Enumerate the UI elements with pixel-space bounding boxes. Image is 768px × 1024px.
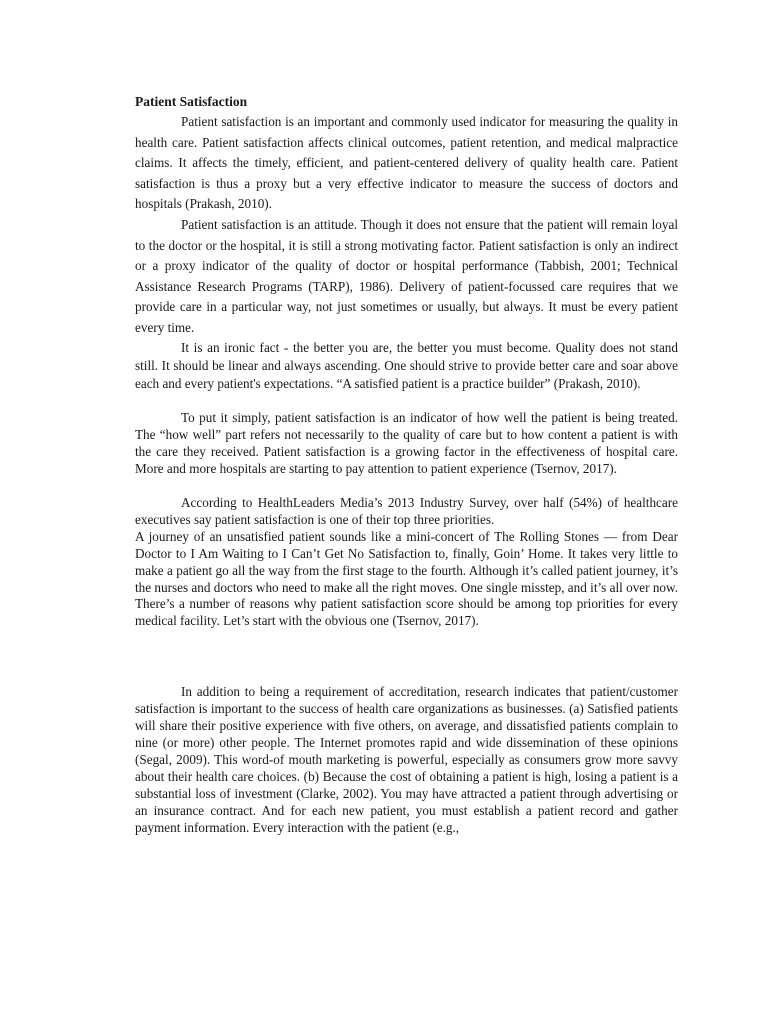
paragraph: Patient satisfaction is an attitude. Though it does not ensure that the patient will remain loyal to the doctor or the hospital, it is still a strong motivating factor. Patient satisfaction is only an indirect or a proxy indicator of the quality of doctor or hospital performance (Tabbish, 2001; Technical Assistance Research Programs (TARP), 1986). Delivery of patient-focussed care requires that we provide care in a particular way, not just sometimes or usually, but always. It must be every patient every time. (135, 216, 678, 335)
paragraph: Patient satisfaction is an important and commonly used indicator for measuring the quality in health care. Patient satisfaction affects clinical outcomes, patient retention, and medical malpractice claims. It affects the timely, efficient, and patient-centered delivery of quality health care. Patient satisfaction is thus a proxy but a very effective indicator to measure the success of doctors and hospitals (Prakash, 2010). (135, 114, 678, 212)
paragraph: To put it simply, patient satisfaction is an indicator of how well the patient is being treated. The “how well” part refers not necessarily to the quality of care but to how content a patient is with the care they received. Patient satisfaction is a growing factor in the effectiveness of hospital care. More and more hospitals are starting to pay attention to patient experience (Tsernov, 2017). (135, 410, 678, 477)
paragraph-spacer (135, 630, 678, 684)
paragraph-spacer (135, 478, 678, 495)
paragraph: It is an ironic fact - the better you are, the better you must become. Quality does not stand still. It should be linear and always ascending. One should strive to provide better care and soar above each and every patient's expectations. “A satisfied patient is a practice builder” (Prakash, 2010). (135, 339, 678, 392)
document-page (135, 92, 678, 836)
paragraph: In addition to being a requirement of accreditation, research indicates that patient/customer satisfaction is important to the success of health care organizations as businesses. (a) Satisfied patients will share their positive experience with five others, on average, and dissatisfied patients complain to nine (or more) other people. The Internet promotes rapid and wide dissemination of these opinions (Segal, 2009). This word-of mouth marketing is powerful, especially as consumers grow more savvy about their health care choices. (b) Because the cost of obtaining a patient is high, losing a patient is a substantial loss of investment (Clarke, 2002). You may have attracted a patient through advertising or an insurance contract. And for each new patient, you must establish a patient record and gather payment information. Every interaction with the patient (e.g., (135, 684, 678, 835)
paragraph-spacer (135, 393, 678, 410)
paragraph: According to HealthLeaders Media’s 2013 Industry Survey, over half (54%) of healthcare executives say patient satisfaction is one of their top three priorities. (135, 495, 678, 527)
paragraph: A journey of an unsatisfied patient sounds like a mini-concert of The Rolling Stones — from Dear Doctor to I Am Waiting to I Can’t Get No Satisfaction to, finally, Goin’ Home. It takes very little to make a patient go all the way from the first stage to the fourth. Although it’s called patient journey, it’s the nurses and doctors who need to make all the right moves. One single misstep, and it’s all over now. There’s a number of reasons why patient satisfaction score should be among top priorities for every medical facility. Let’s start with the obvious one (Tsernov, 2017). (135, 528, 678, 629)
section-heading: Patient Satisfaction (135, 94, 248, 109)
